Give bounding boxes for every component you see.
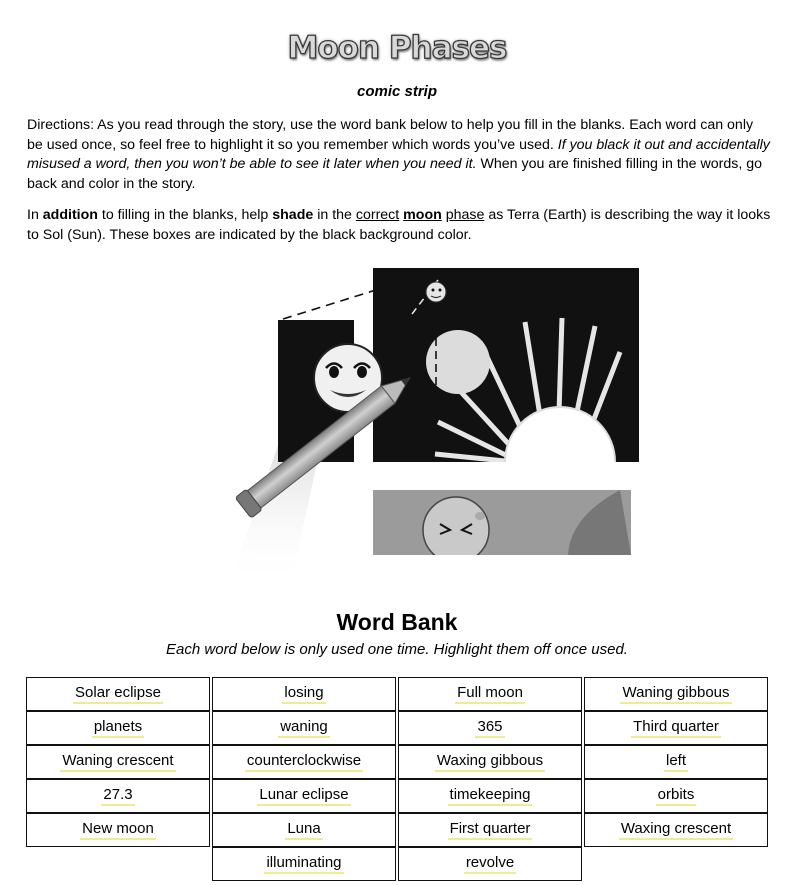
shading-text-mid1: to filling in the blanks, help (97, 207, 273, 223)
word-bank-cell (26, 779, 210, 813)
directions-text: Directions: As you read through the story, use the word bank below to help you fill in the blanks. Each word can only be used once, so feel free to highlight it so you remember which words you’ve used. (27, 117, 754, 153)
word-bank-cell (26, 677, 210, 711)
word-bank-cell (212, 711, 396, 745)
word-bank-cell (584, 779, 768, 813)
word-bank-title: Word Bank (336, 609, 458, 635)
shading-text-end: as Terra (Earth) is describing the way it looks to Sol (Sun). These boxes are indicated by the black background color. (27, 207, 771, 243)
small-moon-face-icon (426, 282, 446, 302)
word-bank-word: Luna (285, 820, 322, 840)
word-bank-cell (398, 847, 582, 881)
word-bank-word: losing (282, 684, 325, 704)
word-bank-subtitle: Each word below is only used one time. Highlight them off once used. (166, 641, 628, 658)
word-bank-cell (26, 711, 210, 745)
word-bank-cell (212, 779, 396, 813)
shading-text-mid2: in the (313, 207, 356, 223)
word-bank-word: 365 (475, 718, 504, 738)
emphasis-shade: shade (272, 207, 314, 223)
word-bank-cell (26, 745, 210, 779)
word-bank-word: orbits (656, 786, 697, 806)
word-bank-word: counterclockwise (245, 752, 363, 772)
word-bank-word: Lunar eclipse (257, 786, 350, 806)
emphasis-correct: correct (355, 207, 400, 223)
emphasis-phase: phase (445, 207, 485, 223)
directions-italic-warning: If you black it out and accidentally misused a word, then you won’t be able to see it later when you need it. (27, 136, 770, 172)
word-bank-cell (398, 779, 582, 813)
word-bank-word: illuminating (264, 854, 343, 874)
word-bank-word: timekeeping (448, 786, 533, 806)
directions-text-end: When you are finished filling in the words, go back and color in the story. (27, 156, 763, 192)
page-subtitle: comic strip (356, 83, 438, 100)
word-bank-cell (212, 813, 396, 847)
word-bank-word: Third quarter (631, 718, 721, 738)
emphasis-moon: moon (403, 207, 442, 223)
word-bank-cell (398, 711, 582, 745)
word-bank-word: New moon (80, 820, 156, 840)
word-bank-cell (584, 813, 768, 847)
comic-illustration (150, 262, 650, 597)
word-bank-word: Waning gibbous (620, 684, 731, 704)
word-bank-word: 27.3 (101, 786, 134, 806)
word-bank-cell (212, 847, 396, 881)
word-bank-word: planets (92, 718, 144, 738)
word-bank-cell (584, 711, 768, 745)
word-bank-cell (26, 813, 210, 847)
word-bank-cell (212, 677, 396, 711)
word-bank-cell (398, 745, 582, 779)
word-bank-word: Waning crescent (60, 752, 175, 772)
word-bank-word: Waxing gibbous (435, 752, 545, 772)
word-bank-word: Waxing crescent (619, 820, 733, 840)
word-bank-cell (398, 677, 582, 711)
word-bank-word: First quarter (448, 820, 533, 840)
word-bank-word: Solar eclipse (73, 684, 163, 704)
word-bank-cell (584, 745, 768, 779)
title-container (0, 30, 794, 66)
emphasis-addition: addition (42, 207, 98, 223)
word-bank-word: left (664, 752, 688, 772)
word-bank-word: revolve (464, 854, 516, 874)
page-title: Moon Phases (287, 30, 507, 66)
word-bank-word: Full moon (455, 684, 525, 704)
shading-paragraph (27, 206, 772, 245)
shading-text-start: In (27, 207, 43, 223)
word-bank-cell (398, 813, 582, 847)
word-bank-cell (212, 745, 396, 779)
panel-gap (520, 462, 631, 490)
word-bank-word: waning (278, 718, 330, 738)
directions-paragraph (27, 116, 772, 194)
word-bank-cell (584, 677, 768, 711)
